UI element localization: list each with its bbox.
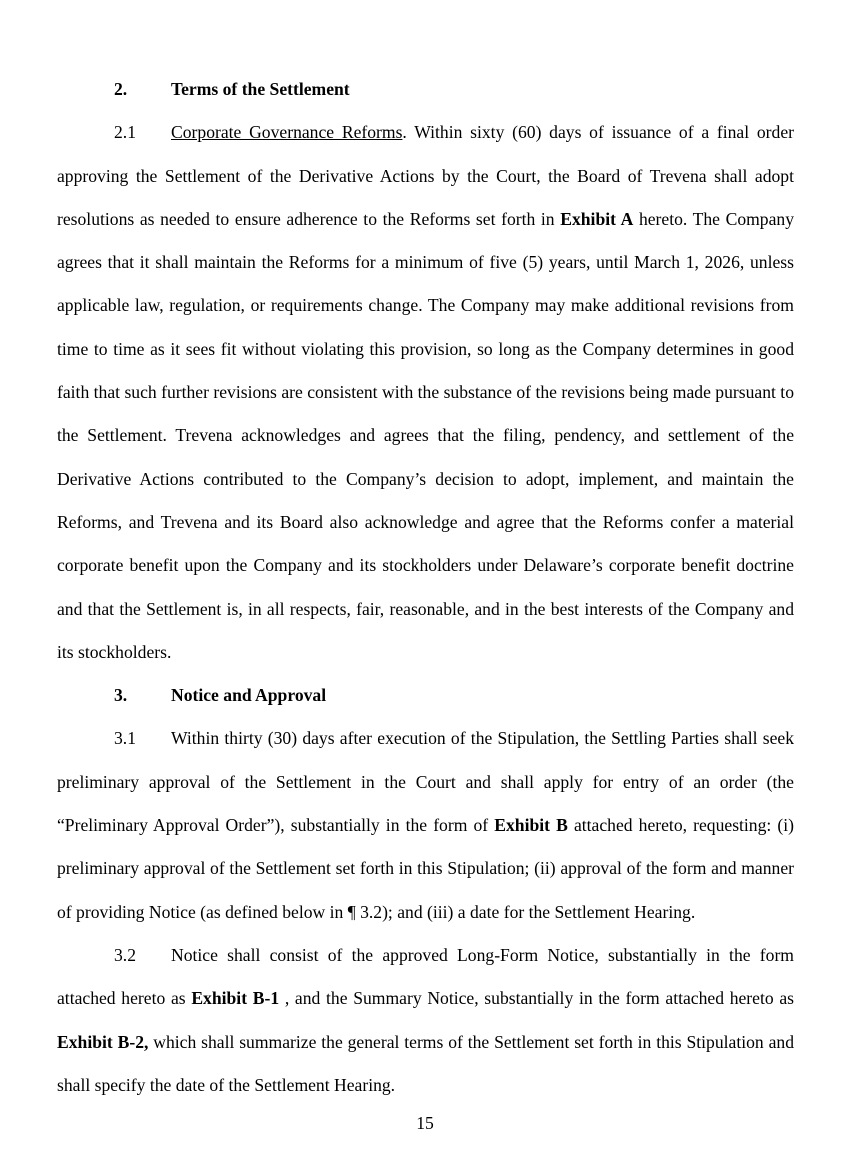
paragraph-text: hereto. The Company agrees that it shall maintain the Reforms for a minimum of five (5) years, until March 1, 2026, unless applicable law, regulation, or requirements change. The Company may make additional revisions from time to time as it sees fit without violating this provision, so long as the Company determines in good faith that such further revisions are consistent with the substance of the revisions being made pursuant to the Settlement. Trevena acknowledges and agrees that the filing, pendency, and settlement of the Derivative Actions contributed to the Company’s decision to adopt, implement, and maintain the Reforms, and Trevena and its Board also acknowledge and agree that the Reforms confer a material corporate benefit upon the Company and its stockholders under Delaware’s corporate benefit doctrine and that the Settlement is, in all respects, fair, reasonable, and in the best interests of the Company and its stockholders. bbox=[57, 208, 794, 662]
exhibit-reference: Exhibit B-1 bbox=[191, 988, 280, 1009]
paragraph-text: . Within sixty (60) days of issuance of a final order approving the Settlement of the Derivative Actions by the Court, the Board of Trevena shall adopt resolutions as needed to ensure adherence to the Reforms set forth in bbox=[57, 122, 794, 229]
paragraph-text: , and the Summary Notice, substantially in the form attached hereto as bbox=[279, 988, 795, 1009]
paragraph-3-2 bbox=[57, 934, 794, 1107]
section-3-heading bbox=[57, 674, 794, 717]
section-number: 2. bbox=[114, 79, 128, 99]
paragraph-3-1 bbox=[57, 717, 794, 933]
paragraph-number: 2.1 bbox=[114, 122, 136, 143]
paragraph-text: attached hereto, requesting: (i) preliminary approval of the Settlement set forth in this Stipulation; (ii) approval of the form and manner of providing Notice (as defined below in ¶ 3.2); and (iii) a date for the Settlement Hearing. bbox=[57, 815, 795, 922]
section-2-heading bbox=[57, 68, 794, 111]
exhibit-reference: Exhibit B-2, bbox=[57, 1031, 149, 1052]
paragraph-text: which shall summarize the general terms of the Settlement set forth in this Stipulation and shall specify the date of the Settlement Hearing. bbox=[57, 1031, 794, 1095]
paragraph-number: 3.1 bbox=[114, 728, 136, 749]
paragraph-text: Within thirty (30) days after execution of the Stipulation, the Settling Parties shall seek preliminary approval of the Settlement in the Court and shall apply for entry of an order (the “Preliminary Approval Order”), substantially in the form of bbox=[57, 728, 794, 836]
page-number: 15 bbox=[416, 1113, 434, 1133]
section-number: 3. bbox=[114, 685, 128, 706]
paragraph-heading: Corporate Governance Reforms bbox=[171, 122, 403, 143]
paragraph-text: Notice shall consist of the approved Long-Form Notice, substantially in the form attached hereto as bbox=[57, 944, 794, 1009]
exhibit-reference: Exhibit B bbox=[494, 815, 568, 836]
exhibit-reference: Exhibit A bbox=[560, 208, 634, 229]
document-page bbox=[57, 68, 794, 1107]
paragraph-2-1 bbox=[57, 111, 794, 674]
paragraph-number: 3.2 bbox=[114, 944, 136, 965]
section-title: Notice and Approval bbox=[171, 685, 327, 706]
section-title: Terms of the Settlement bbox=[171, 79, 350, 99]
